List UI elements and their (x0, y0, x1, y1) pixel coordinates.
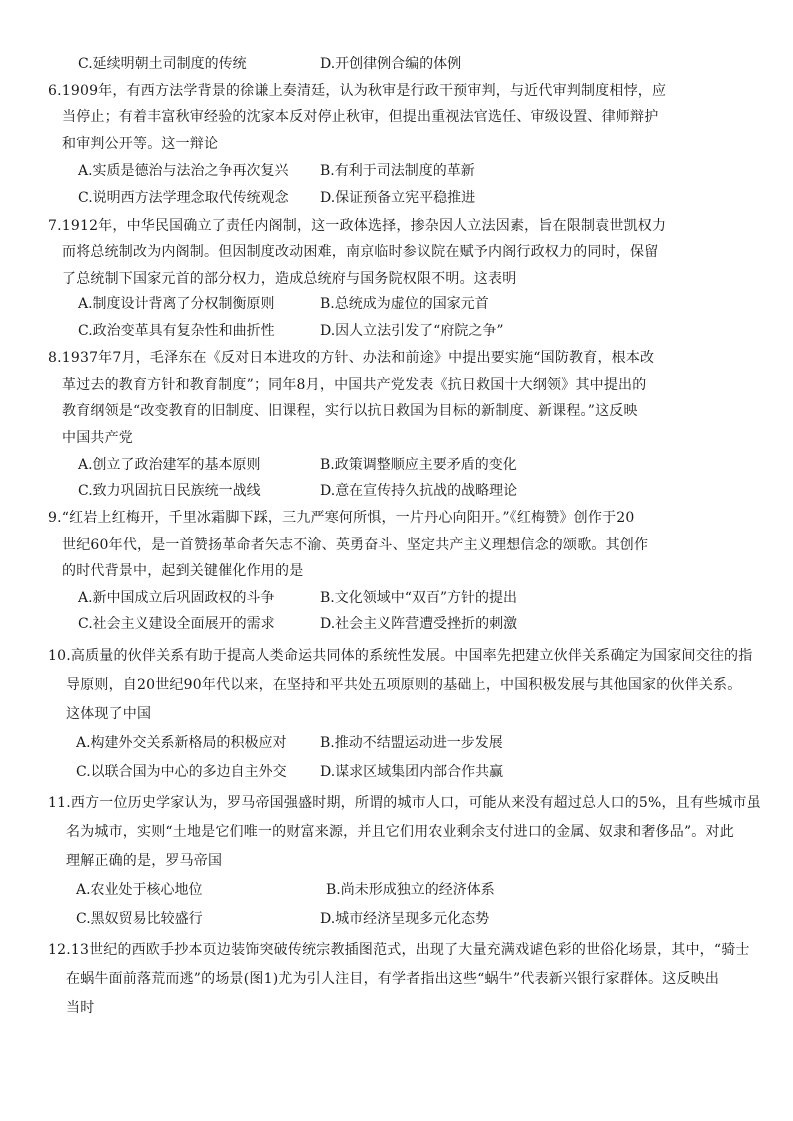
q11-option-d: D.城市经济呈现多元化态势 (320, 911, 490, 927)
q7-option-a: A.制度设计背离了分权制衡原则 (78, 296, 275, 312)
q11-stem-line-3: 理解正确的是，罗马帝国 (66, 853, 223, 869)
q9-option-c: C.社会主义建设全面展开的需求 (78, 616, 275, 632)
q8-stem-line-4: 中国共产党 (62, 430, 133, 446)
q8-option-c: C.致力巩固抗日民族统一战线 (78, 483, 261, 499)
q6-option-b: B.有利于司法制度的革新 (320, 163, 475, 179)
q10-option-d: D.谋求区域集团内部合作共赢 (320, 764, 504, 780)
q9-stem-line-3: 的时代背景中，起到关键催化作用的是 (62, 563, 304, 579)
q10-option-c: C.以联合国为中心的多边自主外交 (76, 764, 287, 780)
q11-stem-line-2: 名为城市，实则“土地是它们唯一的财富来源，并且它们用农业剩余支付进口的金属、奴隶和奢侈品”。对此 (66, 824, 734, 840)
q9-stem-line-1: 9.“红岩上红梅开，千里冰霜脚下踩，三九严寒何所惧，一片丹心向阳开。”《红梅赞》创作于20 (48, 510, 635, 526)
q10-stem-line-3: 这体现了中国 (66, 706, 152, 722)
q8-option-b: B.政策调整顺应主要矛盾的变化 (320, 457, 517, 473)
q10-option-b: B.推动不结盟运动进一步发展 (320, 735, 503, 751)
q8-stem-line-3: 教育纲领是“改变教育的旧制度、旧课程，实行以抗日救国为目标的新制度、新课程。”这反映 (62, 403, 638, 419)
q7-option-d: D.因人立法引发了“府院之争” (320, 323, 504, 339)
q9-option-a: A.新中国成立后巩固政权的斗争 (78, 590, 275, 606)
q6-option-d: D.保证预备立宪平稳推进 (320, 190, 476, 206)
q11-option-b: B.尚未形成独立的经济体系 (326, 882, 495, 898)
q8-stem-line-1: 8.1937年7月，毛泽东在《反对日本进攻的方针、办法和前途》中提出要实施“国防教育，根本改 (48, 350, 655, 366)
q6-option-a: A.实质是德治与法治之争再次复兴 (78, 163, 289, 179)
q5-option-d: D.开创律例合编的体例 (320, 56, 462, 72)
q6-stem-line-2: 当停止；有着丰富秋审经验的沈家本反对停止秋审，但提出重视法官选任、审级设置、律师辩护 (62, 109, 659, 125)
q10-option-a: A.构建外交关系新格局的积极应对 (76, 735, 287, 751)
q11-stem-line-1: 11.西方一位历史学家认为，罗马帝国强盛时期，所谓的城市人口，可能从来没有超过总人口的5%，且有些城市虽 (48, 795, 761, 811)
q9-stem-line-2: 世纪60年代，是一首赞扬革命者矢志不渝、英勇奋斗、坚定共产主义理想信念的颂歌。其创作 (62, 537, 649, 553)
q8-option-d: D.意在宣传持久抗战的战略理论 (320, 483, 518, 499)
q9-option-b: B.文化领域中“双百”方针的提出 (320, 590, 518, 606)
q9-option-d: D.社会主义阵营遭受挫折的刺激 (320, 616, 518, 632)
q8-stem-line-2: 革过去的教育方针和教育制度”；同年8月，中国共产党发表《抗日救国十大纲领》其中提出的 (62, 377, 647, 393)
q6-stem-line-1: 6.1909年，有西方法学背景的徐谦上奏清廷，认为秋审是行政干预审判，与近代审判制度相悖，应 (48, 83, 667, 99)
q11-option-c: C.黑奴贸易比较盛行 (76, 911, 203, 927)
q10-stem-line-1: 10.高质量的伙伴关系有助于提高人类命运共同体的系统性发展。中国率先把建立伙伴关系确定为国家间交往的指 (48, 648, 753, 664)
q12-stem-line-2: 在蜗牛面前落荒而逃”的场景(图1)尤为引人注目，有学者指出这些“蜗牛”代表新兴银行家群体。这反映出 (66, 971, 720, 987)
q6-option-c: C.说明西方法学理念取代传统观念 (78, 190, 289, 206)
q6-stem-line-3: 和审判公开等。这一辩论 (62, 136, 219, 152)
q12-stem-line-3: 当时 (66, 1000, 95, 1016)
q7-stem-line-1: 7.1912年，中华民国确立了责任内阁制，这一政体选择，掺杂因人立法因素，旨在限制袁世凯权力 (48, 218, 667, 234)
q10-stem-line-2: 导原则，自20世纪90年代以来，在坚持和平共处五项原则的基础上，中国积极发展与其他国家的伙伴关系。 (66, 677, 742, 693)
q8-option-a: A.创立了政治建军的基本原则 (78, 457, 261, 473)
q12-stem-line-1: 12.13世纪的西欧手抄本页边装饰突破传统宗教插图范式，出现了大量充满戏谑色彩的世俗化场景，其中，“骑士 (48, 942, 750, 958)
q7-option-c: C.政治变革具有复杂性和曲折性 (78, 323, 275, 339)
q5-option-c: C.延续明朝土司制度的传统 (78, 56, 247, 72)
q7-option-b: B.总统成为虚位的国家元首 (320, 296, 489, 312)
q7-stem-line-3: 了总统制下国家元首的部分权力，造成总统府与国务院权限不明。这表明 (62, 271, 517, 287)
q7-stem-line-2: 而将总统制改为内阁制。但因制度改动困难，南京临时参议院在赋予内阁行政权力的同时，保留 (62, 244, 659, 260)
q11-option-a: A.农业处于核心地位 (76, 882, 203, 898)
